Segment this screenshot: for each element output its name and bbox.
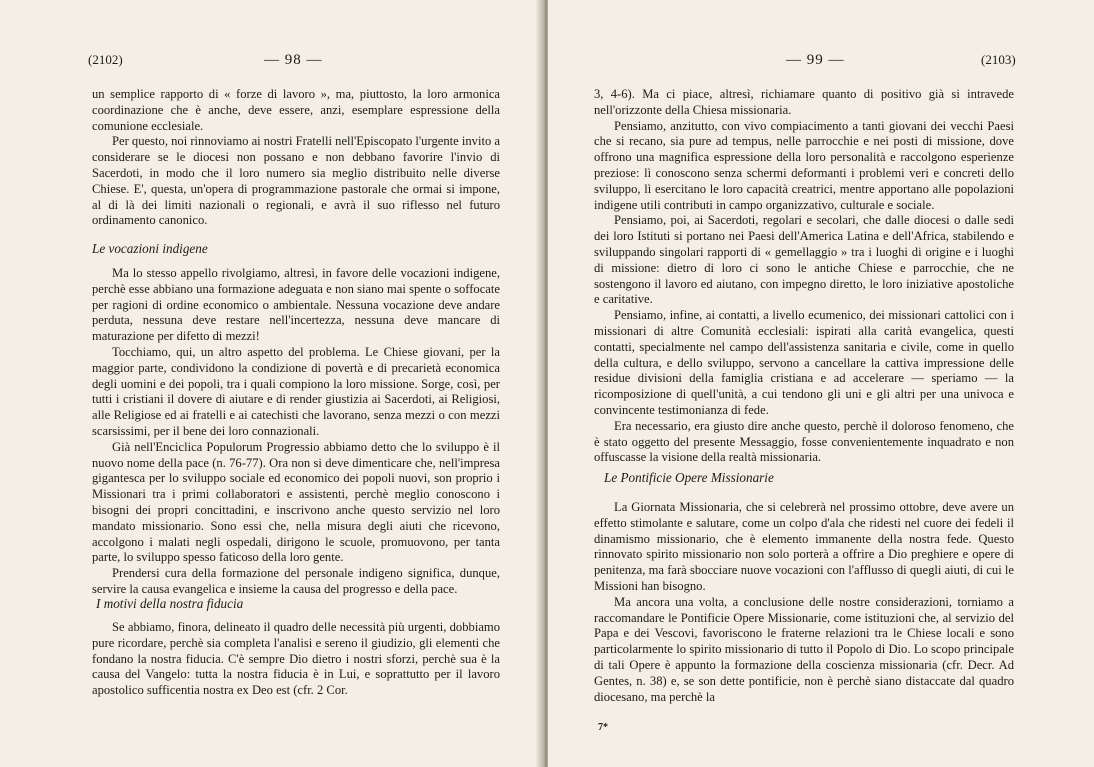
right-block-2 <box>594 500 1014 705</box>
paragraph: Ma ancora una volta, a conclusione delle nostre considerazioni, torniamo a raccomandare le Pontificie Opere Missionarie, come istituzioni che, al servizio del Papa e dei Vescovi, favoriscono le fraterne relazioni tra le Chiese locali e sono particolarmente lo spirito missionario di tutto il Popolo di Dio. Lo scopo principale di tali Opere è appunto la formazione della coscienza missionaria (cfr. Decr. Ad Gentes, n. 38) e, se son dette pontificie, non è perchè siano distaccate dal quadro diocesano, ma perchè la <box>594 594 1014 704</box>
left-block-2 <box>92 266 500 598</box>
paragraph: Tocchiamo, qui, un altro aspetto del problema. Le Chiese giovani, per la maggior parte, condividono la condizione di povertà e di precarietà economica degli uomini e dei popoli, tra i quali compiono la loro missione. Sorge, così, per tutti i cristiani il dovere di aiutare e di render giustizia ai Sacerdoti, ai Religiosi, alle Religiose ed ai fratelli e ai catechisti che lavorano, senza mezzi o con mezzi scarsissimi, per il bene dei loro connazionali. <box>92 344 500 438</box>
left-heading-motivi: I motivi della nostra fiducia <box>96 596 244 611</box>
paragraph: Se abbiamo, finora, delineato il quadro delle necessità più urgenti, dobbiamo pure ricordare, perchè sia completa l'analisi e sereno il giudizio, gli elementi che fondano la nostra fiducia. C'è sempre Dio dietro i nostri sforzi, perchè sua è la causa del Vangelo: tutta la nostra fiducia è in Lui, e soprattutto per il lavoro apostolico sufficentia nostra ex Deo est (cfr. 2 Cor. <box>92 620 500 698</box>
paragraph: La Giornata Missionaria, che si celebrerà nel prossimo ottobre, deve avere un effetto stimolante e salutare, come un colpo d'ala che ridesti nel cuore dei fedeli il dinamismo missionario, che è elemento immanente della nostra fede. Questo rinnovato spirito missionario non solo porterà a offrire a Dio preghiere e opere di penitenza, ma farà sbocciare nuove vocazioni con l'afflusso di quegli aiuti, di cui le Missioni han bisogno. <box>594 500 1014 593</box>
paragraph: un semplice rapporto di « forze di lavoro », ma, piuttosto, la loro armonica coordinazione che è anche, deve essere, anzi, esemplare espressione della comunione ecclesiale. <box>92 87 500 133</box>
paragraph: Pensiamo, infine, ai contatti, a livello ecumenico, dei missionari cattolici con i missionari di altre Comunità ecclesiali: ispirati alla carità evangelica, questi contatti, specialmente nel campo dell'assistenza sanitaria e civile, come in quello della cultura, e dello sviluppo, servono a cancellare la cattiva impressione delle residue divisioni della famiglia cristiana e ad accelerare — speriamo — la ricomposizione di quell'unità, a cui tendono gli uni e gli altri per una univoca e convincente testimonianza di fede. <box>594 308 1014 417</box>
right-page-code: (2103) <box>981 52 1016 67</box>
paragraph: Pensiamo, anzitutto, con vivo compiacimento a tanti giovani dei vecchi Paesi che si recano, sia pure ad tempus, nelle parrocchie e nei posti di missione, dove offrono una magnifica espressione della loro personalità e raccolgono esperienze preziose: lì conoscono senza schermi deformanti i problemi veri e concreti dello sviluppo, lì esercitano le loro capacità creatrici, mentre apportano alle popolazioni indigene utili contributi in campo organizzativo, culturale e sociale. <box>594 118 1014 212</box>
left-page <box>0 0 544 767</box>
paragraph: Prendersi cura della formazione del personale indigeno significa, dunque, servire la causa evangelica e insieme la causa del progresso e della pace. <box>92 566 500 596</box>
paragraph: Era necessario, era giusto dire anche questo, perchè il doloroso fenomeno, che è stato oggetto del presente Messaggio, fosse convenientemente inquadrato e non offuscasse la visione della realtà missionaria. <box>594 418 1014 465</box>
right-page-number: — 99 — <box>786 52 845 68</box>
paragraph: 3, 4-6). Ma ci piace, altresì, richiamare quanto di positivo già si intravede nell'orizzonte della Chiesa missionaria. <box>594 87 1014 117</box>
paragraph: Ma lo stesso appello rivolgiamo, altresì, in favore delle vocazioni indigene, perchè esse abbiano una formazione adeguata e non siano mai spente o soffocate per ragioni di ordine economico o ambientale. Nessuna vocazione deve andare perduta, nessuna deve restare nell'incertezza, nessuna deve mancare di maturazione per difetto di mezzi! <box>92 266 500 344</box>
paragraph: Per questo, noi rinnoviamo ai nostri Fratelli nell'Episcopato l'urgente invito a considerare se le diocesi non possano e non debbano favorire l'invio di Sacerdoti, in modo che il loro numero sia meglio distribuito nelle diverse Chiese. E', questa, un'opera di programmazione pastorale che ormai si impone, al di là dei limiti nazionali o regionali, e avrà il suo riflesso nel futuro ordinamento canonico. <box>92 134 500 228</box>
paragraph: Pensiamo, poi, ai Sacerdoti, regolari e secolari, che dalle diocesi o dalle sedi dei loro Istituti si portano nei Paesi dell'America Latina e dell'Africa, stabilendo e sviluppando singolari rapporti di « gemellaggio » tra i luoghi di origine e i luoghi di missione: dietro di loro ci sono le antiche Chiese e parrocchie, che ne sostengono il lavoro ed aiutano, con impegno diretto, le loro iniziative apostoliche e caritative. <box>594 213 1014 307</box>
left-block-1 <box>92 87 500 229</box>
right-heading-pontificie: Le Pontificie Opere Missionarie <box>604 470 774 485</box>
signature-mark: 7* <box>598 722 608 733</box>
right-block-1 <box>594 87 1014 466</box>
left-heading-vocazioni: Le vocazioni indigene <box>92 241 208 256</box>
left-page-code: (2102) <box>88 52 123 67</box>
left-block-3 <box>92 620 500 699</box>
right-page <box>548 0 1094 767</box>
paragraph: Già nell'Enciclica Populorum Progressio abbiamo detto che lo sviluppo è il nuovo nome della pace (n. 76-77). Ora non si deve dimenticare che, nell'impresa gigantesca per lo sviluppo sociale ed economico dei popoli nuovi, son proprio i Missionari tra i primi collaboratori e assistenti, perchè meglio conoscono i bisogni dei propri concittadini, e inscrivono anche questo servizio nel loro mandato missionario. Sono essi che, nella misura degli aiuti che ricevono, accolgono i malati negli ospedali, dirigono le scuole, promuovono, per tanta parte, lo sviluppo spesso faticoso della loro gente. <box>92 439 500 565</box>
left-page-number: — 98 — <box>264 52 323 68</box>
